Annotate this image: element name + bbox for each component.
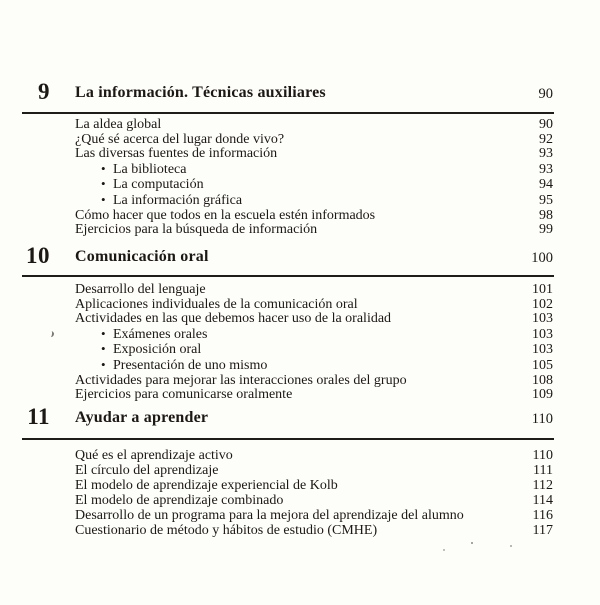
entry-label: El círculo del aprendizaje: [75, 463, 219, 478]
entry-page: 94: [539, 177, 553, 193]
entry-page: 103: [532, 342, 553, 358]
bullet-icon: •: [101, 160, 106, 176]
chapter-page-number: 110: [531, 411, 553, 427]
entry-label: La biblioteca: [113, 161, 187, 177]
toc-entry: [75, 209, 553, 224]
scan-speck: [443, 549, 445, 551]
chapter-page-number: 90: [538, 86, 553, 102]
entry-page: 116: [532, 508, 553, 523]
toc-entry: [75, 358, 553, 374]
toc-entry: [75, 478, 553, 493]
scan-stray-mark: [48, 331, 55, 338]
chapter-title: La información. Técnicas auxiliares: [75, 84, 326, 101]
entry-label: Cuestionario de método y hábitos de estudio (CMHE): [75, 523, 378, 538]
toc-entry: [75, 283, 553, 298]
chapter-11-entries: [75, 448, 553, 538]
entry-label: Desarrollo de un programa para la mejora del aprendizaje del alumno: [75, 508, 464, 523]
entry-page: 101: [532, 282, 553, 297]
entry-label: Qué es el aprendizaje activo: [75, 448, 233, 463]
entry-label: Actividades en las que debemos hacer uso de la oralidad: [75, 311, 392, 327]
entry-label: Presentación de uno mismo: [113, 357, 268, 373]
entry-label: Exposición oral: [113, 342, 202, 358]
entry-page: 103: [532, 326, 553, 342]
entry-page: 103: [532, 311, 553, 327]
entry-label: El modelo de aprendizaje experiencial de Kolb: [75, 478, 338, 493]
chapter-title: Comunicación oral: [75, 248, 209, 265]
entry-label: Actividades para mejorar las interacciones orales del grupo: [75, 372, 407, 388]
entry-page: 117: [532, 523, 553, 538]
toc-entry: [75, 177, 553, 193]
bullet-icon: •: [101, 191, 106, 207]
entry-page: 111: [533, 463, 553, 478]
toc-entry: [75, 463, 553, 478]
toc-entry: [75, 493, 553, 508]
toc-entry: [75, 162, 553, 178]
bullet-icon: •: [101, 325, 106, 341]
heading-rule: [22, 275, 554, 277]
bullet-icon: •: [101, 341, 106, 357]
entry-label: Desarrollo del lenguaje: [75, 282, 206, 297]
entry-label: Ejercicios para comunicarse oralmente: [75, 387, 293, 403]
chapter-11-section: [0, 404, 553, 538]
entry-label: ¿Qué sé acerca del lugar donde vivo?: [75, 131, 285, 147]
toc-entry: [75, 342, 553, 358]
scan-speck: [510, 545, 512, 547]
entry-page: 99: [539, 222, 553, 238]
entry-page: 90: [539, 117, 553, 132]
entry-page: 95: [539, 192, 553, 208]
entry-page: 92: [539, 131, 553, 147]
toc-entry: [75, 448, 553, 463]
toc-entry: [75, 147, 553, 162]
entry-label: La computación: [113, 177, 204, 193]
entry-label: El modelo de aprendizaje combinado: [75, 493, 284, 508]
entry-page: 112: [532, 478, 553, 493]
chapter-number: 10: [26, 243, 50, 268]
entry-label: Las diversas fuentes de información: [75, 146, 278, 162]
entry-page: 93: [539, 146, 553, 162]
chapter-page-number: 100: [531, 250, 553, 266]
toc-entry: [75, 298, 553, 313]
scan-speck: [471, 542, 473, 544]
entry-page: 105: [532, 357, 553, 373]
toc-entry: [75, 312, 553, 327]
bullet-icon: •: [101, 176, 106, 192]
toc-entry: [75, 133, 553, 148]
chapter-10-heading: [0, 243, 553, 270]
chapter-11-heading: [0, 404, 553, 431]
entry-label: Cómo hacer que todos en la escuela estén informados: [75, 207, 376, 223]
chapter-number: 9: [38, 79, 50, 104]
toc-entry: [75, 523, 553, 538]
toc-entry: [75, 223, 553, 238]
entry-label: Exámenes orales: [113, 326, 208, 342]
entry-label: La aldea global: [75, 117, 162, 132]
toc-entry: [75, 327, 553, 343]
chapter-title: Ayudar a aprender: [75, 409, 209, 426]
entry-label: Aplicaciones individuales de la comunicación oral: [75, 296, 358, 312]
entry-page: 108: [532, 372, 553, 388]
chapter-9-entries: [75, 118, 553, 238]
toc-entry: [75, 374, 553, 389]
entry-page: 114: [532, 493, 553, 508]
entry-label: Ejercicios para la búsqueda de información: [75, 222, 318, 238]
toc-entry: [75, 193, 553, 209]
chapter-10-entries: [75, 283, 553, 403]
chapter-9-heading: [0, 79, 553, 106]
entry-page: 102: [532, 296, 553, 312]
toc-entry: [75, 508, 553, 523]
toc-entry: [75, 388, 553, 403]
toc-entry: [75, 118, 553, 133]
entry-label: La información gráfica: [113, 192, 243, 208]
bullet-icon: •: [101, 356, 106, 372]
chapter-number: 11: [27, 404, 50, 429]
chapter-9-section: [0, 79, 553, 238]
entry-page: 98: [539, 207, 553, 223]
entry-page: 110: [532, 448, 553, 463]
heading-rule: [22, 112, 554, 114]
entry-page: 93: [539, 161, 553, 177]
heading-rule: [22, 438, 554, 440]
chapter-10-section: [0, 243, 553, 403]
entry-page: 109: [532, 387, 553, 403]
